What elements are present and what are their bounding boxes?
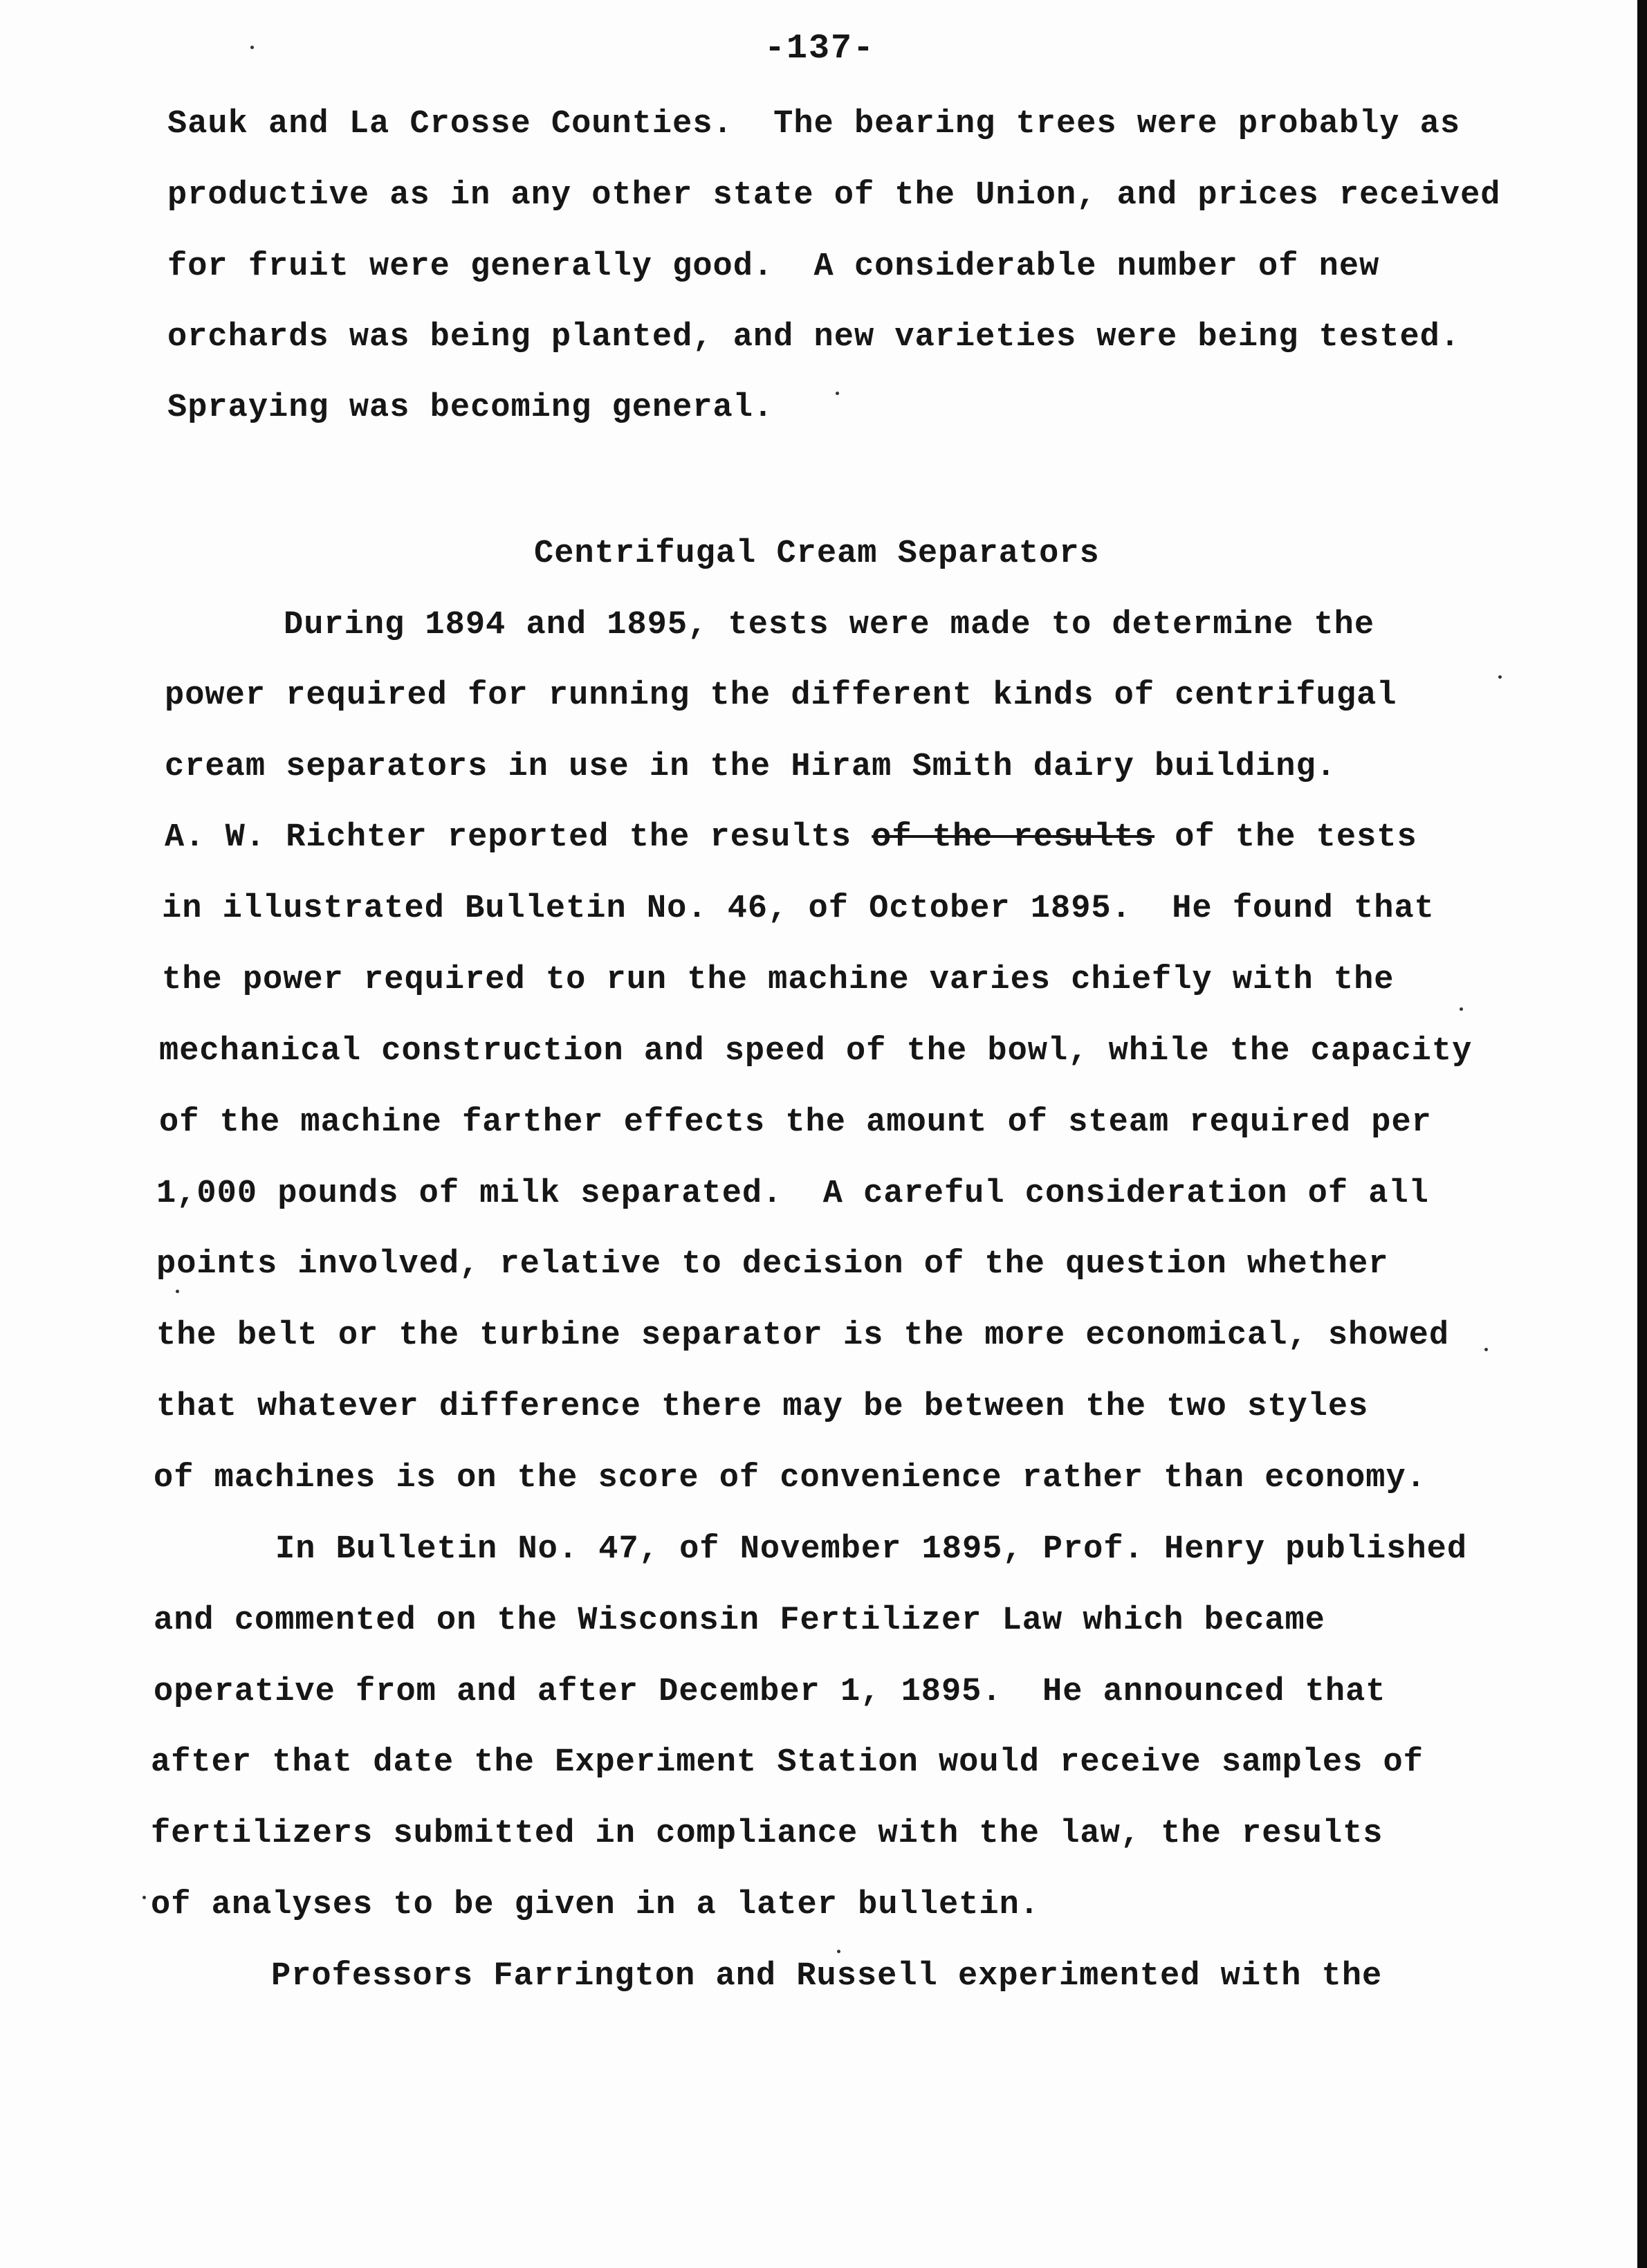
text-line: Spraying was becoming general. bbox=[167, 390, 774, 426]
text-segment: A. W. Richter reported the results bbox=[165, 819, 872, 856]
scan-speck bbox=[176, 1290, 179, 1293]
text-line: that whatever difference there may be between the two styles bbox=[156, 1389, 1369, 1425]
section-heading: Centrifugal Cream Separators bbox=[534, 536, 1100, 572]
text-line: power required for running the different kinds of centrifugal bbox=[165, 677, 1397, 714]
text-line: orchards was being planted, and new varieties were being tested. bbox=[167, 319, 1461, 356]
scan-speck bbox=[1498, 675, 1502, 679]
text-line: fertilizers submitted in compliance with the law, the results bbox=[151, 1816, 1383, 1852]
text-line: In Bulletin No. 47, of November 1895, Prof. Henry published bbox=[275, 1531, 1468, 1568]
text-line: after that date the Experiment Station would receive samples of bbox=[151, 1744, 1424, 1781]
text-line: of the machine farther effects the amount of steam required per bbox=[159, 1104, 1432, 1141]
text-line: points involved, relative to decision of the question whether bbox=[156, 1246, 1389, 1283]
scan-speck bbox=[142, 1896, 146, 1899]
text-line: mechanical construction and speed of the bowl, while the capacity bbox=[159, 1033, 1473, 1070]
text-line: cream separators in use in the Hiram Smith dairy building. bbox=[165, 749, 1336, 785]
text-line: for fruit were generally good. A considerable number of new bbox=[167, 248, 1380, 285]
text-line: Professors Farrington and Russell experimented with the bbox=[271, 1958, 1383, 1995]
text-line: the power required to run the machine varies chiefly with the bbox=[162, 962, 1395, 998]
text-line: operative from and after December 1, 1895. He announced that bbox=[154, 1674, 1386, 1710]
text-line: 1,000 pounds of milk separated. A careful consideration of all bbox=[156, 1176, 1429, 1212]
text-line: Sauk and La Crosse Counties. The bearing trees were probably as bbox=[167, 106, 1461, 143]
page-number: -137- bbox=[764, 29, 876, 68]
text-line: in illustrated Bulletin No. 46, of October 1895. He found that bbox=[162, 890, 1435, 927]
struck-text: of the results bbox=[872, 819, 1155, 856]
scan-speck bbox=[837, 1950, 840, 1953]
scan-speck bbox=[836, 392, 839, 395]
text-line: productive as in any other state of the Union, and prices received bbox=[167, 177, 1501, 214]
text-line bbox=[165, 821, 1417, 854]
scan-speck bbox=[1484, 1348, 1488, 1351]
scan-speck bbox=[250, 46, 254, 49]
text-line: of machines is on the score of convenience rather than economy. bbox=[154, 1460, 1426, 1497]
text-segment: of the tests bbox=[1154, 819, 1417, 856]
text-line: During 1894 and 1895, tests were made to determine the bbox=[284, 607, 1375, 643]
scan-border bbox=[1637, 0, 1647, 2268]
text-line: and commented on the Wisconsin Fertilizer Law which became bbox=[154, 1602, 1325, 1639]
scan-speck bbox=[1460, 1007, 1463, 1011]
text-line: the belt or the turbine separator is the more economical, showed bbox=[156, 1317, 1450, 1354]
text-line: of analyses to be given in a later bulletin. bbox=[151, 1887, 1040, 1923]
